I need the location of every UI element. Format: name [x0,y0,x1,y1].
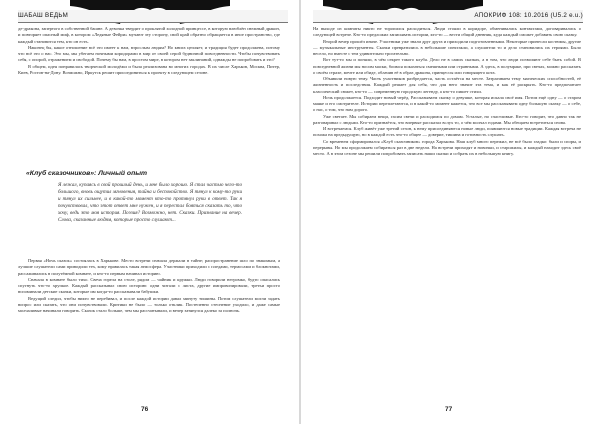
paragraph: Объявили новую тему. Часть участников разбредается, часть остаётся на месте. Затрагиваем тему магических способностей, её жизненность и последствия. Каждый решает для себя, что для него значит эта тема, и как её раскрыть. Кто-то предпочитает классический сюжет, кто-то — современную городскую легенду, а кто-то пишет стихи. [313,76,581,94]
paragraph: Уже светает. Мы собираем вещи, гасим свечи и расходимся по домам. Усталые, но счастливые. Кто-то говорит, что давно так не разговаривал с людьми. Кто-то признаётся, что впервые рассказал вслух то, о чём молчал годами. Мы обещаем встретиться снова. [313,113,581,125]
body-text-bottom [18,258,280,314]
body-text-top [18,26,280,76]
running-header-left [18,10,288,23]
paragraph: Вот тут-то мы и поняли, в чём секрет такого клуба. Дело не в самих сказках, а в том, что люди позволяют себе быть собой. В повседневной жизни мы носим маски, боимся показаться смешными или странными. А здесь, в полумраке, при свечах, можно рассказать о своём страхе, мечте или обиде, облачив её в образ дракона, принцессы или говорящего кота. [313,57,581,75]
right-page [301,0,600,424]
paragraph: де-дракона, запертого в собственной башне. А девочка твердит о проклятой холодной принцессе, в которую влюблён снежный дракон, и повторяет опасный миф, в котором «Ледяные Фейри» мучают эту сторону, свой край обратно обращается в иное пространство, где каждый становится тем, кто он есть. [18,26,280,44]
page-number-left: 76 [141,406,149,413]
page-number-right: 77 [445,406,453,413]
paragraph: Наконец бы, какое отношение всё это имеет к нам, взрослым людям? Но книга цепляет, и традиция будет продолжена, потому что всё это о нас. Это мы, мы убегаем ночными коридорами в мир от своей серой будничной повседневности. Чтобы почувствовать себя, с опорой, отражением и свободой. Почему бы нам, в простом мире, в котором нет заклинаний, однажды не попробовать и это? [18,44,280,63]
paragraph: Сначала в комнате было тихо. Свеча горела на столе, рядом — чайник и кружки. Люди говорили негромко, будто опасались спугнуть что-то хрупкое. Каждый рассказывал свою историю: одни читали с листа, другие импровизировали, третьи просто вспоминали детские сказки, которые им когда-то рассказывали бабушки. [18,276,280,295]
paragraph: Второй вечер прошёл иначе. Участники уже знали друг друга и приходили подготовленными. Некоторые принесли костюмы, другие — музыкальные инструменты. Сказки превратились в небольшие спектакли, а слушатели то и дело становились их героями. Было весело, но вместе с тем удивительно трогательно. [313,38,581,56]
paragraph: Ведущий следил, чтобы никто не перебивал, и после каждой истории давал минуту тишины. Потом слушатели могли задать вопрос или сказать, что они почувствовали. Критики не было — только отклик. Постепенно стеснение уходило, и даже самые молчаливые начинали говорить. Сказок стало больше, чем мы рассчитывали, и вечер затянулся далеко за полночь. [18,295,280,313]
running-header-right [313,10,583,23]
paragraph: Со временем сформировался «Клуб сказочников» города Харькова. Наш клуб много пережил, не всё было гладко: были и споры, и перерывы. Но мы продолжаем собираться раз в две недели. На встречи приходят и новички, и старожилы, и каждый находит здесь своё место. А в этом сезоне мы решили попробовать записать наши сказки и собрать их в небольшую книгу. [313,138,581,156]
section-subheading: «Клуб сказочников»: Личный опыт [26,170,148,177]
left-page [0,0,299,424]
paragraph: Ночь продолжается. Подходит новый черёд. Рассказываем сказку о девушке, которая искала своё имя. Потом ещё одну — о старом маяке и его смотрителе. Истории переплетаются, и в какой-то момент кажется, что все мы рассказываем одну большую сказку — о себе, о нас, о том, что нам дорого. [313,94,581,113]
header-title: ШАБАШ ВЕДЬМ [18,12,69,19]
body-text [313,26,581,157]
paragraph: И встречаемся. Клуб живёт уже третий сезон, к нему присоединяются новые люди, появляются новые традиции. Каждая встреча не похожа на предыдущую, но в каждой есть что-то общее — доверие, тишина и готовность слушать. [313,126,581,138]
paragraph: Первая «Ночь сказок» состоялась в Харькове. Место встречи сначала держали в тайне; распространение шло по знакомым, а лучшие слушатели сами приводили тех, кому нравилась такая атмосфера. Участники приходили с пледами, термосами и блокнотами, рассаживались в полутёмной комнате, и кто-то первым начинал историю. [18,258,280,276]
paragraph: На выходе из комнаты никто не торопился расходиться. Люди стояли в коридоре, обменивались контактами, договаривались о следующей встрече. Кто-то предложил записывать истории, кто-то — вести общий дневник, куда каждый сможет добавить свою сказку. [313,26,581,38]
epigraph: Я лежал, купаясь в свой прошлый день, и мне было хорошо. Я стал частью чего-то большого, вновь ощутил мгновения, тайна и беспокойство. Я тянул к кому-то руки и тянул их сильнее, и в какой-то момент кто-то протянул руки в ответ. Так я почувствовал, что этот ответ мне нужен, и я перестал бояться сказать то, что хочу, ведь это моя история. Поэзия? Возможно, нет. Сказки. Признание на вечер. Слова, сказанные людям, которые просто слушают... [58,182,242,224]
paragraph: В общем, идея понравилась творческой молодёжи и была реализована во многих городах. В их числе Харьков, Москва, Питер, Киев, Ростов-на-Дону. Возможно, Иркутск решит присоединиться к проекту в следующем сезоне. [18,63,280,75]
header-title: АПОКРИФ 108: 10.2016 (U5.2 e.u.) [474,12,583,19]
